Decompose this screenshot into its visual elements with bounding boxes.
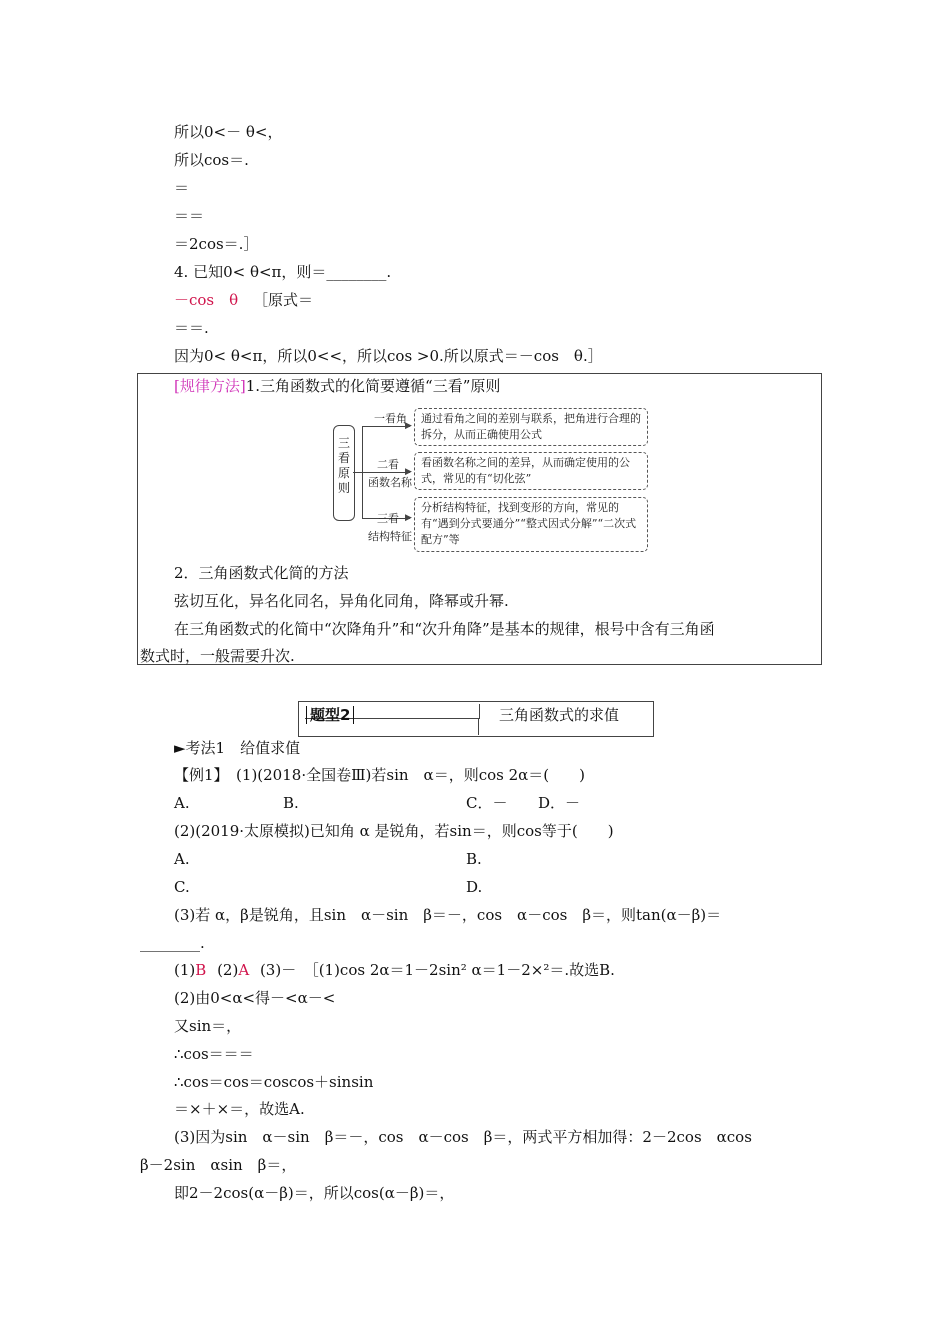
answer-value: A: [238, 961, 250, 979]
option-c: C．－: [466, 794, 508, 812]
solution-line: (2)由0<α<得－<α－<: [174, 989, 336, 1007]
answer-explanation: － ［(1)cos 2α＝1－2sin² α＝1－2×²＝.故选B.: [281, 961, 615, 979]
branch-3-label: 三看: [377, 512, 399, 525]
option-b: B.: [283, 794, 299, 812]
method-heading: [174, 376, 500, 396]
diagram-connector: [353, 472, 362, 473]
section-title: 三角函数式的求值: [499, 706, 620, 724]
branch-2-sublabel: 函数名称: [368, 476, 412, 489]
branch-3-text: 分析结构特征，找到变形的方向，常见的有“遇到分式要通分”“整式因式分解”“二次式配方”等: [414, 497, 648, 552]
solution-line: β－2sin αsin β＝，: [140, 1156, 297, 1174]
branch-1-label: 一看角: [374, 412, 407, 425]
text-line: 因为0< θ<π，所以0<<，所以cos >0.所以原式＝－cos θ.］: [174, 347, 603, 365]
solution-line: ∴cos＝＝＝: [174, 1045, 254, 1063]
branch-1-text: 通过看角之间的差别与联系，把角进行合理的拆分，从而正确使用公式: [414, 408, 648, 446]
option-c: C.: [174, 878, 190, 896]
option-a: A.: [174, 794, 190, 812]
answer-4-explanation: ［原式＝: [252, 291, 313, 309]
example-1-q1: 【例1】 (1)(2018·全国卷Ⅲ)若sin α＝，则cos 2α＝( ): [174, 766, 585, 784]
branch-2-label: 二看: [377, 458, 399, 471]
answer-num: (3): [259, 961, 282, 979]
method-text: 弦切互化，异名化同名，异角化同角，降幂或升幂.: [174, 592, 509, 610]
example-1-q2: (2)(2019·太原模拟)已知角 α 是锐角，若sin＝，则cos等于( ): [174, 822, 614, 840]
diagram-root: 三看原则: [333, 425, 355, 521]
solution-line: ∴cos＝cos＝coscos＋sinsin: [174, 1073, 374, 1091]
text-line: ＝＝.: [174, 319, 209, 337]
arrow-right-icon: ▶: [405, 467, 412, 477]
example-1-q3: (3)若 α，β是锐角，且sin α－sin β＝－，cos α－cos β＝，则tan(α－β)＝: [174, 906, 722, 924]
answer-num: (2): [217, 961, 239, 979]
text-line: 所以0<－ θ<，: [174, 123, 283, 141]
option-a: A.: [174, 850, 190, 868]
answer-num: (1): [174, 961, 196, 979]
branch-2-text: 看函数名称之间的差异，从而确定使用的公式，常见的有“切化弦”: [414, 452, 648, 490]
solution-line: ＝×＋×＝，故选A.: [174, 1100, 305, 1118]
arrow-right-icon: ▶: [405, 513, 412, 523]
solution-line: (3)因为sin α－sin β＝－，cos α－cos β＝，两式平方相加得：2－2cos αcos: [174, 1128, 752, 1146]
example-1-q3-blank: ________.: [140, 934, 205, 952]
solution-line: 又sin＝，: [174, 1017, 242, 1035]
text-line: ＝: [174, 179, 190, 197]
diagram-connector: [362, 472, 410, 473]
text-line: 所以cos＝.: [174, 151, 249, 169]
option-d: D．－: [538, 794, 581, 812]
method-point-2: 2．三角函数式化简的方法: [174, 564, 349, 582]
method-tag: [规律方法]: [174, 377, 246, 395]
branch-3-sublabel: 结构特征: [368, 530, 412, 543]
answer-4: [174, 290, 313, 310]
text-line: ＝＝: [174, 207, 205, 225]
kaofa-heading: ►考法1 给值求值: [174, 739, 301, 757]
method-text: 数式时，一般需要升次.: [140, 647, 295, 665]
diagram-connector: [362, 426, 410, 427]
option-b: B.: [466, 850, 482, 868]
option-d: D.: [466, 878, 483, 896]
answer-value: B: [195, 961, 207, 979]
section-label: 题型2: [306, 705, 354, 725]
solution-line: 即2－2cos(α－β)＝，所以cos(α－β)＝，: [174, 1184, 455, 1202]
answer-4-value: －cos θ: [174, 291, 239, 309]
text-line: ＝2cos＝.］: [174, 235, 259, 253]
answers-line: [174, 960, 615, 980]
question-4: 4. 已知0< θ<π，则＝________.: [174, 263, 392, 281]
method-text: 在三角函数式的化简中“次降角升”和“次升角降”是基本的规律，根号中含有三角函: [174, 620, 715, 638]
divider: [478, 718, 479, 735]
arrow-right-icon: ▶: [405, 421, 412, 431]
method-title: 1.三角函数式的化简要遵循“三看”原则: [245, 377, 501, 395]
